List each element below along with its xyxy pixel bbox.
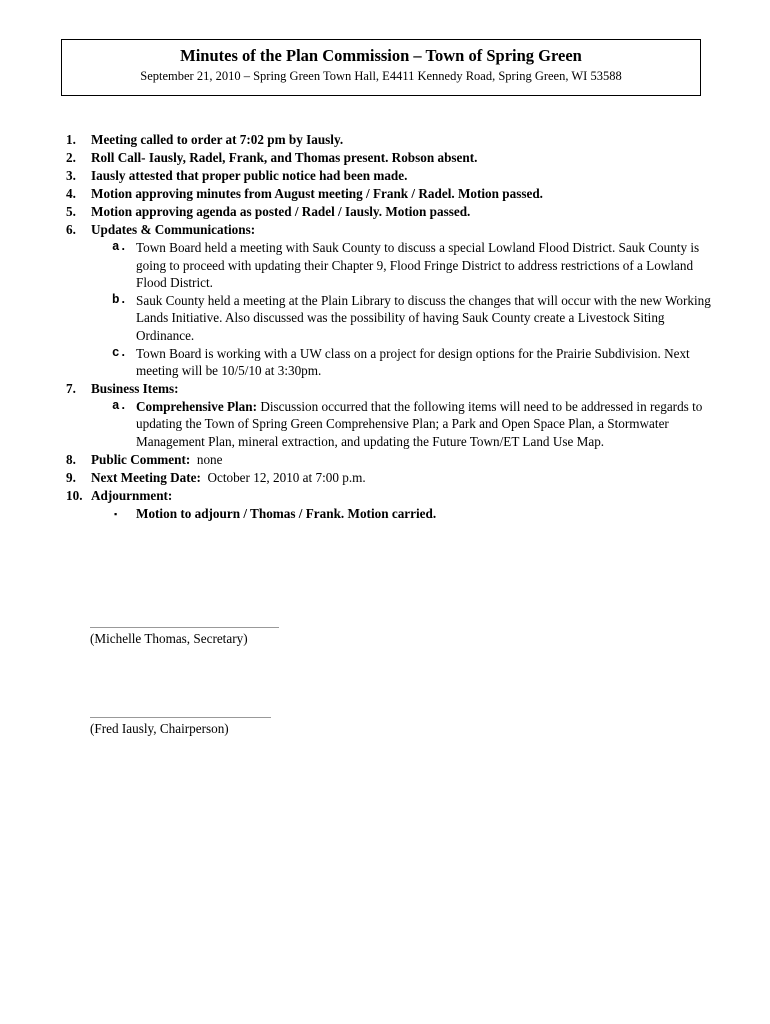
item-3 [66, 167, 726, 185]
item-4 [66, 185, 726, 203]
item-text: Business Items: [91, 380, 179, 396]
item-label: Next Meeting Date: [91, 469, 201, 485]
item-1 [66, 131, 726, 149]
item-7 [66, 380, 726, 398]
subitem-description: Discussion occurred that the following items will need to be addressed in regards to updating the Town of Spring Green Comprehensive Plan; a Park and Open Space Plan, a Stormwater Management Plan, mineral extraction, and updating the Future Town/ET Land Use Map. [136, 398, 703, 449]
item-6 [66, 221, 726, 239]
subitem-text: Sauk County held a meeting at the Plain Library to discuss the changes that will occur with the new Working Lands Initiative. Also discussed was the possibility of having Sauk County create a Livestock Siting Ordinance. [136, 292, 711, 343]
subitem-label: Comprehensive Plan: [136, 398, 258, 414]
item-5 [66, 203, 726, 221]
item-text [91, 469, 366, 487]
item-text: Meeting called to order at 7:02 pm by Iausly. [91, 132, 344, 147]
item-number: 10. [66, 487, 83, 503]
subitem-7a [66, 398, 726, 451]
document-title: Minutes of the Plan Commission – Town of Spring Green [180, 46, 582, 65]
item-text: Adjournment: [91, 487, 173, 503]
item-text: Updates & Communications: [91, 222, 256, 237]
item-number: 2. [66, 150, 76, 165]
signature-chair: (Fred Iausly, Chairperson) [90, 721, 229, 736]
item-text: Iausly attested that proper public notice had been made. [91, 168, 408, 183]
subitem-letter: c. [112, 345, 128, 360]
item-text: Motion approving agenda as posted / Radel / Iausly. Motion passed. [91, 204, 471, 219]
item-label: Public Comment: [91, 451, 191, 467]
subitem-text [136, 398, 726, 451]
item-number: 4. [66, 186, 76, 201]
subitem-letter: b. [112, 292, 128, 307]
subitem-text: Town Board held a meeting with Sauk County to discuss a special Lowland Flood District. Sauk County is going to proceed with updating their Chapter 9, Flood Fringe District to address restrictions of a Lowland Flood District. [136, 240, 700, 291]
item-number: 9. [66, 469, 76, 485]
subitem-6a [66, 239, 726, 292]
item-value: October 12, 2010 at 7:00 p.m. [200, 469, 366, 485]
item-number: 7. [66, 380, 76, 396]
item-number: 1. [66, 132, 76, 147]
signature-secretary: (Michelle Thomas, Secretary) [90, 631, 248, 646]
bullet-icon: ▪ [114, 508, 118, 519]
item-10 [66, 487, 726, 505]
subitem-6b [66, 292, 726, 345]
subitem-6c [66, 345, 726, 380]
item-2 [66, 149, 726, 167]
signature-line-chair [90, 717, 271, 718]
subitem-letter: a. [112, 398, 128, 413]
item-number: 8. [66, 451, 76, 467]
item-number: 5. [66, 204, 76, 219]
signature-line-secretary [90, 627, 279, 628]
item-8 [66, 451, 726, 469]
bullet-text: Motion to adjourn / Thomas / Frank. Motion carried. [136, 505, 437, 521]
item-number: 6. [66, 222, 76, 237]
item-text [91, 451, 223, 469]
item-text: Roll Call- Iausly, Radel, Frank, and Thomas present. Robson absent. [91, 150, 478, 165]
minutes-list [66, 131, 726, 523]
document-subtitle: September 21, 2010 – Spring Green Town Hall, E4411 Kennedy Road, Spring Green, WI 53588 [140, 69, 622, 83]
item-number: 3. [66, 168, 76, 183]
item-9 [66, 469, 726, 487]
document-header [61, 39, 701, 96]
item-text: Motion approving minutes from August meeting / Frank / Radel. Motion passed. [91, 186, 543, 201]
subitem-letter: a. [112, 240, 128, 254]
item-value: none [190, 451, 223, 467]
item-10-bullet [66, 505, 726, 523]
subitem-text: Town Board is working with a UW class on a project for design options for the Prairie Subdivision. Next meeting will be 10/5/10 at 3:30pm. [136, 345, 690, 379]
